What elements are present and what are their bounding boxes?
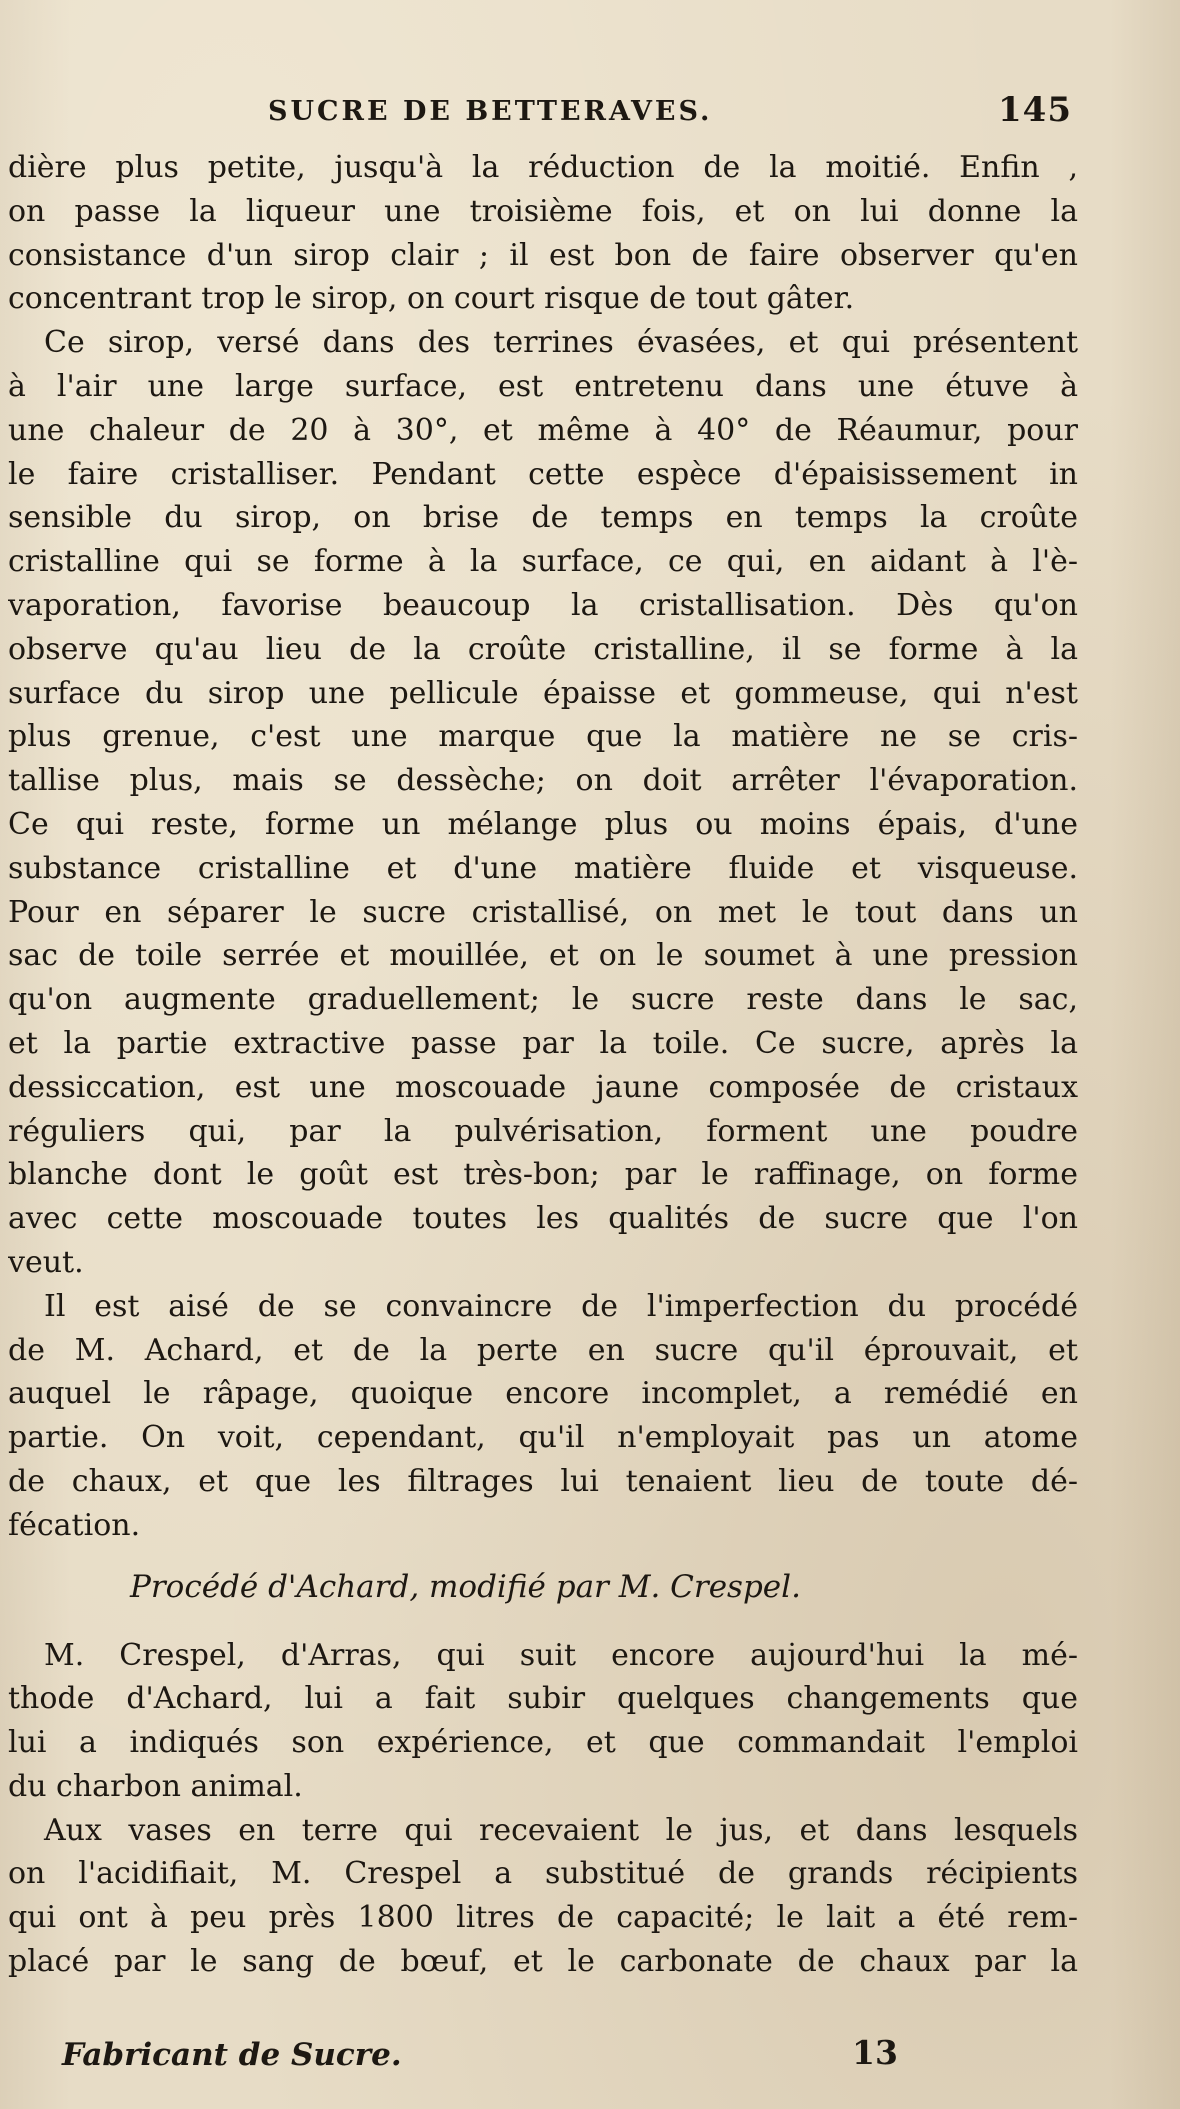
text-line: de chaux, et que les filtrages lui tenaient lieu de toute dé- xyxy=(8,1463,1078,1499)
text-line: qui ont à peu près 1800 litres de capacité; le lait a été rem- xyxy=(8,1900,1078,1936)
text-line: lui a indiqués son expérience, et que commandait l'emploi xyxy=(8,1725,1078,1761)
text-line: de M. Achard, et de la perte en sucre qu'il éprouvait, et xyxy=(8,1332,1078,1368)
text-line: cristalline qui se forme à la surface, ce qui, en aidant à l'è- xyxy=(8,544,1078,580)
text-line: une chaleur de 20 à 30°, et même à 40° de Réaumur, pour xyxy=(8,412,1078,448)
text-line: dière plus petite, jusqu'à la réduction de la moitié. Enfin , xyxy=(8,150,1078,185)
page-header xyxy=(0,90,1180,136)
text-line: observe qu'au lieu de la croûte cristalline, il se forme à la xyxy=(8,631,1078,667)
text-line: tallise plus, mais se dessèche; on doit arrêter l'évaporation. xyxy=(8,763,1078,799)
text-line: Il est aisé de se convaincre de l'imperfection du procédé xyxy=(44,1288,1078,1324)
text-line: fécation. xyxy=(8,1507,141,1543)
signature-mark: 13 xyxy=(852,2033,898,2072)
signature-line: Fabricant de Sucre. xyxy=(62,2037,402,2073)
text-line: veut. xyxy=(8,1244,84,1280)
spacer xyxy=(8,1624,1078,1634)
text-line: réguliers qui, par la pulvérisation, forment une poudre xyxy=(8,1113,1078,1149)
text-line: consistance d'un sirop clair ; il est bon de faire observer qu'en xyxy=(8,237,1078,273)
text-line: le faire cristalliser. Pendant cette espèce d'épaisissement in xyxy=(8,456,1078,492)
text-line: dessiccation, est une moscouade jaune composée de cristaux xyxy=(8,1069,1078,1105)
section-subheading: Procédé d'Achard, modifié par M. Crespel. xyxy=(130,1568,801,1605)
text-line: partie. On voit, cependant, qu'il n'employait pas un atome xyxy=(8,1420,1078,1456)
text-line: substance cristalline et d'une matière fluide et visqueuse. xyxy=(8,850,1078,886)
text-line: M. Crespel, d'Arras, qui suit encore aujourd'hui la mé- xyxy=(44,1637,1078,1673)
text-line: blanche dont le goût est très-bon; par le raffinage, on forme xyxy=(8,1157,1078,1193)
text-line: Ce qui reste, forme un mélange plus ou moins épais, d'une xyxy=(8,806,1078,842)
text-line: on l'acidifiait, M. Crespel a substitué de grands récipients xyxy=(8,1856,1078,1892)
text-line: on passe la liqueur une troisième fois, et on lui donne la xyxy=(8,193,1078,229)
page-number: 145 xyxy=(998,90,1072,130)
body-text xyxy=(8,146,1078,1984)
text-line: auquel le râpage, quoique encore incomplet, a remédié en xyxy=(8,1376,1078,1412)
text-line: avec cette moscouade toutes les qualités de sucre que l'on xyxy=(8,1201,1078,1237)
text-line: à l'air une large surface, est entretenu dans une étuve à xyxy=(8,368,1078,404)
text-line: Aux vases en terre qui recevaient le jus, et dans lesquels xyxy=(44,1812,1078,1848)
text-line: sac de toile serrée et mouillée, et on le soumet à une pression xyxy=(8,938,1078,974)
text-line: qu'on augmente graduellement; le sucre reste dans le sac, xyxy=(8,982,1078,1018)
text-line: surface du sirop une pellicule épaisse et gommeuse, qui n'est xyxy=(8,675,1078,711)
text-line: placé par le sang de bœuf, et le carbonate de chaux par la xyxy=(8,1944,1078,1980)
text-line: sensible du sirop, on brise de temps en temps la croûte xyxy=(8,500,1078,536)
text-line: concentrant trop le sirop, on court risque de tout gâter. xyxy=(8,281,855,317)
text-line: Pour en séparer le sucre cristallisé, on met le tout dans un xyxy=(8,894,1078,930)
text-line: Ce sirop, versé dans des terrines évasées, et qui présentent xyxy=(44,325,1078,361)
text-line: vaporation, favorise beaucoup la cristallisation. Dès qu'on xyxy=(8,587,1078,623)
text-line: et la partie extractive passe par la toile. Ce sucre, après la xyxy=(8,1025,1078,1061)
text-line: thode d'Achard, lui a fait subir quelques changements que xyxy=(8,1681,1078,1717)
text-line: du charbon animal. xyxy=(8,1768,303,1804)
page-footer xyxy=(0,2033,1180,2087)
running-title: SUCRE DE BETTERAVES. xyxy=(268,96,713,127)
text-line: plus grenue, c'est une marque que la matière ne se cris- xyxy=(8,719,1078,755)
